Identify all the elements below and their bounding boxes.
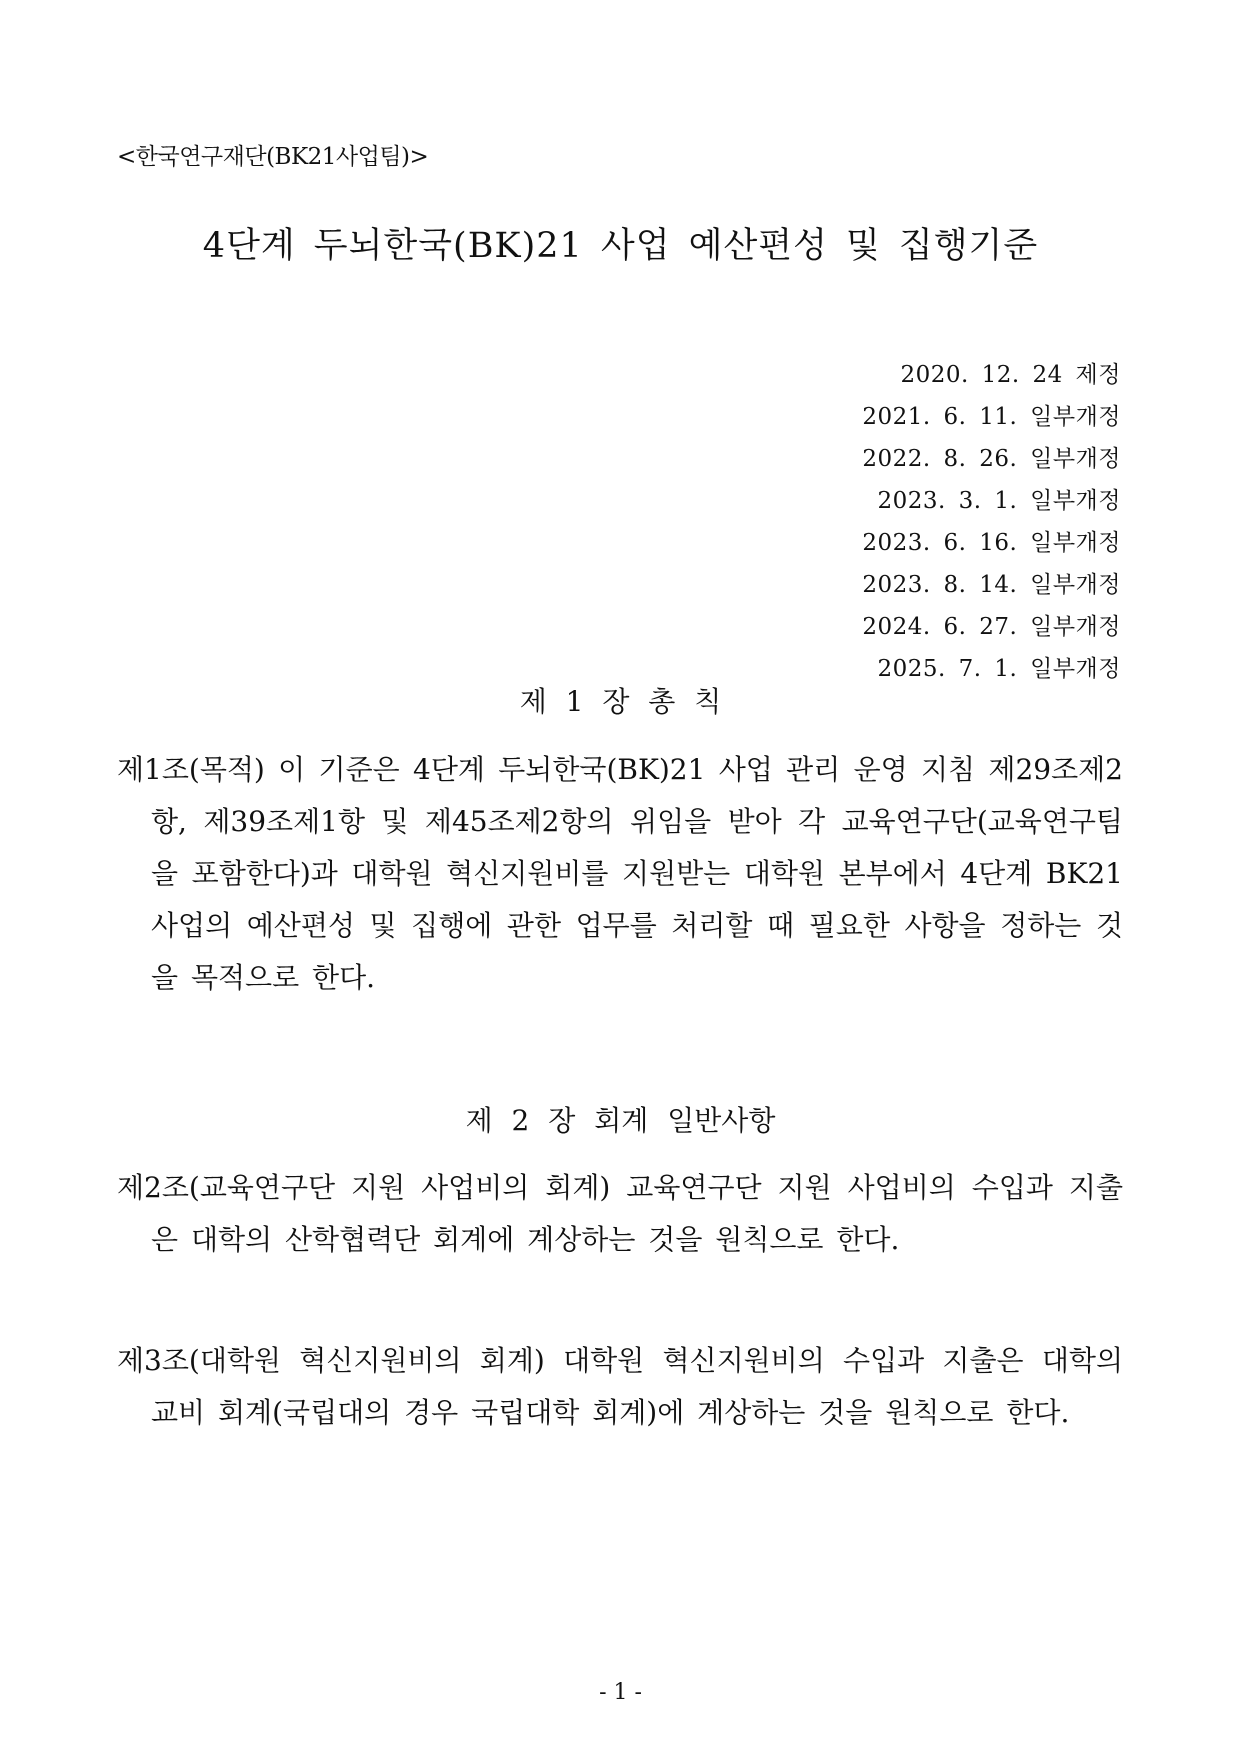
- revision-entry: 2023. 3. 1. 일부개정: [877, 488, 1121, 514]
- chapter-2-title: 제 2 장 회계 일반사항: [465, 1104, 776, 1137]
- page-number: - 1 -: [599, 1680, 642, 1705]
- revision-entry: 2023. 8. 14. 일부개정: [862, 572, 1121, 598]
- article-2: 제2조(교육연구단 지원 사업비의 회계) 교육연구단 지원 사업비의 수입과 지출은 대학의 산학협력단 회계에 계상하는 것을 원칙으로 한다.: [117, 1171, 1123, 1256]
- article-3: 제3조(대학원 혁신지원비의 회계) 대학원 혁신지원비의 수입과 지출은 대학의 교비 회계(국립대의 경우 국립대학 회계)에 계상하는 것을 원칙으로 한다.: [117, 1344, 1123, 1429]
- org-header: <한국연구재단(BK21사업팀)>: [117, 144, 429, 170]
- article-1: 제1조(목적) 이 기준은 4단계 두뇌한국(BK)21 사업 관리 운영 지침 제29조제2항, 제39조제1항 및 제45조제2항의 위임을 받아 각 교육연구단(교육연구팀을 포함한다)과 대학원 혁신지원비를 지원받는 대학원 본부에서 4단계 BK21 사업의 예산편성 및 집행에 관한 업무를 처리할 때 필요한 사항을 정하는 것을 목적으로 한다.: [117, 753, 1123, 994]
- revision-history: [862, 354, 1121, 690]
- revision-entry: 2024. 6. 27. 일부개정: [862, 614, 1121, 640]
- revision-entry: 2021. 6. 11. 일부개정: [862, 404, 1121, 430]
- revision-entry: 2022. 8. 26. 일부개정: [862, 446, 1121, 472]
- chapter-1-title: 제 1 장 총 칙: [519, 685, 722, 718]
- revision-entry: 2020. 12. 24 제정: [900, 362, 1121, 388]
- revision-entry: 2025. 7. 1. 일부개정: [877, 656, 1121, 682]
- revision-entry: 2023. 6. 16. 일부개정: [862, 530, 1121, 556]
- document-title: 4단계 두뇌한국(BK)21 사업 예산편성 및 집행기준: [202, 226, 1039, 266]
